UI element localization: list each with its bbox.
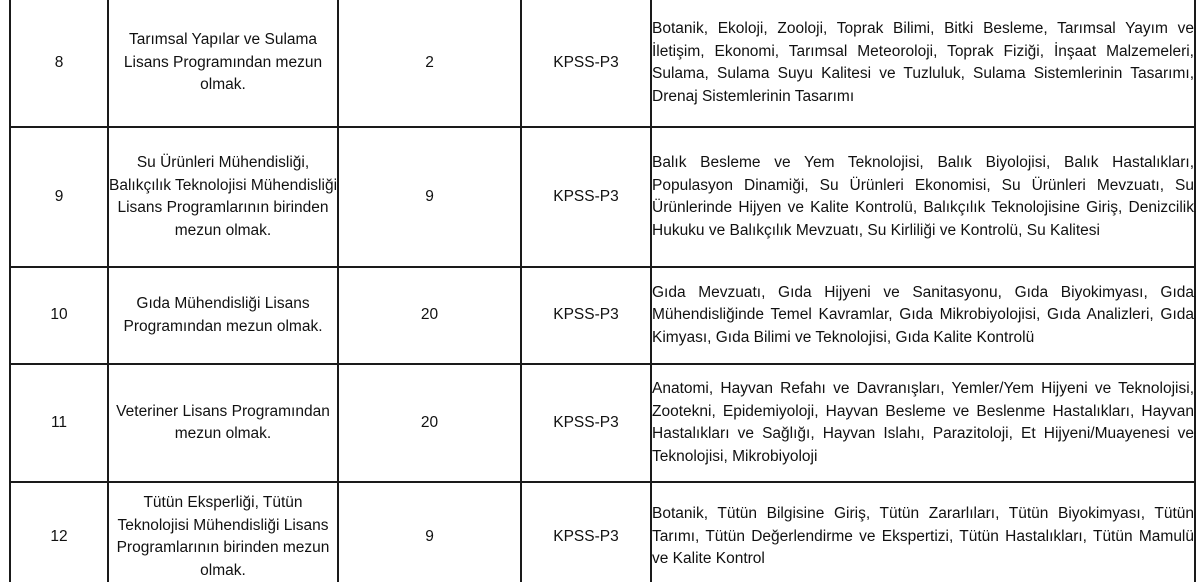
position-count-cell: 2 (338, 0, 521, 127)
position-count-cell: 9 (338, 127, 521, 267)
exam-subjects-cell: Gıda Mevzuatı, Gıda Hijyeni ve Sanitasyonu, Gıda Biyokimyası, Gıda Mühendisliğinde Temel Kavramlar, Gıda Mikrobiyolojisi, Gıda Analizleri, Gıda Kimyası, Gıda Bilimi ve Teknolojisi, Gıda Kalite Kontrolü (651, 267, 1195, 364)
table-row (10, 482, 1195, 582)
qualification-cell: Tarımsal Yapılar ve Sulama Lisans Programından mezun olmak. (108, 0, 338, 127)
position-count-cell: 20 (338, 267, 521, 364)
table-row (10, 364, 1195, 482)
exam-score-type-cell: KPSS-P3 (521, 0, 651, 127)
position-count-cell: 9 (338, 482, 521, 582)
exam-subjects-cell: Botanik, Ekoloji, Zooloji, Toprak Bilimi, Bitki Besleme, Tarımsal Yayım ve İletişim, Ekonomi, Tarımsal Meteoroloji, Toprak Fiziği, İnşaat Malzemeleri, Sulama, Sulama Suyu Kalitesi ve Tuzluluk, Sulama Sistemlerinin Tasarımı, Drenaj Sistemlerinin Tasarımı (651, 0, 1195, 127)
qualification-cell: Tütün Eksperliği, Tütün Teknolojisi Mühendisliği Lisans Programlarının birinden mezun olmak. (108, 482, 338, 582)
exam-score-type-cell: KPSS-P3 (521, 127, 651, 267)
position-count-cell: 20 (338, 364, 521, 482)
row-number-cell: 11 (10, 364, 108, 482)
qualification-cell: Gıda Mühendisliği Lisans Programından mezun olmak. (108, 267, 338, 364)
row-number-cell: 8 (10, 0, 108, 127)
row-number-cell: 12 (10, 482, 108, 582)
exam-score-type-cell: KPSS-P3 (521, 482, 651, 582)
qualification-cell: Veteriner Lisans Programından mezun olmak. (108, 364, 338, 482)
exam-score-type-cell: KPSS-P3 (521, 364, 651, 482)
exam-subjects-cell: Botanik, Tütün Bilgisine Giriş, Tütün Zararlıları, Tütün Biyokimyası, Tütün Tarımı, Tütün Değerlendirme ve Ekspertizi, Tütün Hastalıkları, Tütün Mamulü ve Kalite Kontrol (651, 482, 1195, 582)
table-row (10, 0, 1195, 127)
row-number-cell: 10 (10, 267, 108, 364)
table-row (10, 267, 1195, 364)
row-number-cell: 9 (10, 127, 108, 267)
table-row (10, 127, 1195, 267)
exam-subjects-cell: Balık Besleme ve Yem Teknolojisi, Balık Biyolojisi, Balık Hastalıkları, Populasyon Dinamiği, Su Ürünleri Ekonomisi, Su Ürünleri Mevzuatı, Su Ürünlerinde Hijyen ve Kalite Kontrolü, Balıkçılık Teknolojisine Giriş, Denizcilik Hukuku ve Balıkçılık Mevzuatı, Su Kirliliği ve Kontrolü, Su Kalitesi (651, 127, 1195, 267)
requirements-table (9, 0, 1196, 582)
qualification-cell: Su Ürünleri Mühendisliği, Balıkçılık Teknolojisi Mühendisliği Lisans Programlarının birinden mezun olmak. (108, 127, 338, 267)
exam-subjects-cell: Anatomi, Hayvan Refahı ve Davranışları, Yemler/Yem Hijyeni ve Teknolojisi, Zootekni, Epidemiyoloji, Hayvan Besleme ve Beslenme Hastalıkları, Hayvan Hastalıkları ve Sağlığı, Hayvan Islahı, Parazitoloji, Et Hijyeni/Muayenesi ve Teknolojisi, Mikrobiyoloji (651, 364, 1195, 482)
exam-score-type-cell: KPSS-P3 (521, 267, 651, 364)
